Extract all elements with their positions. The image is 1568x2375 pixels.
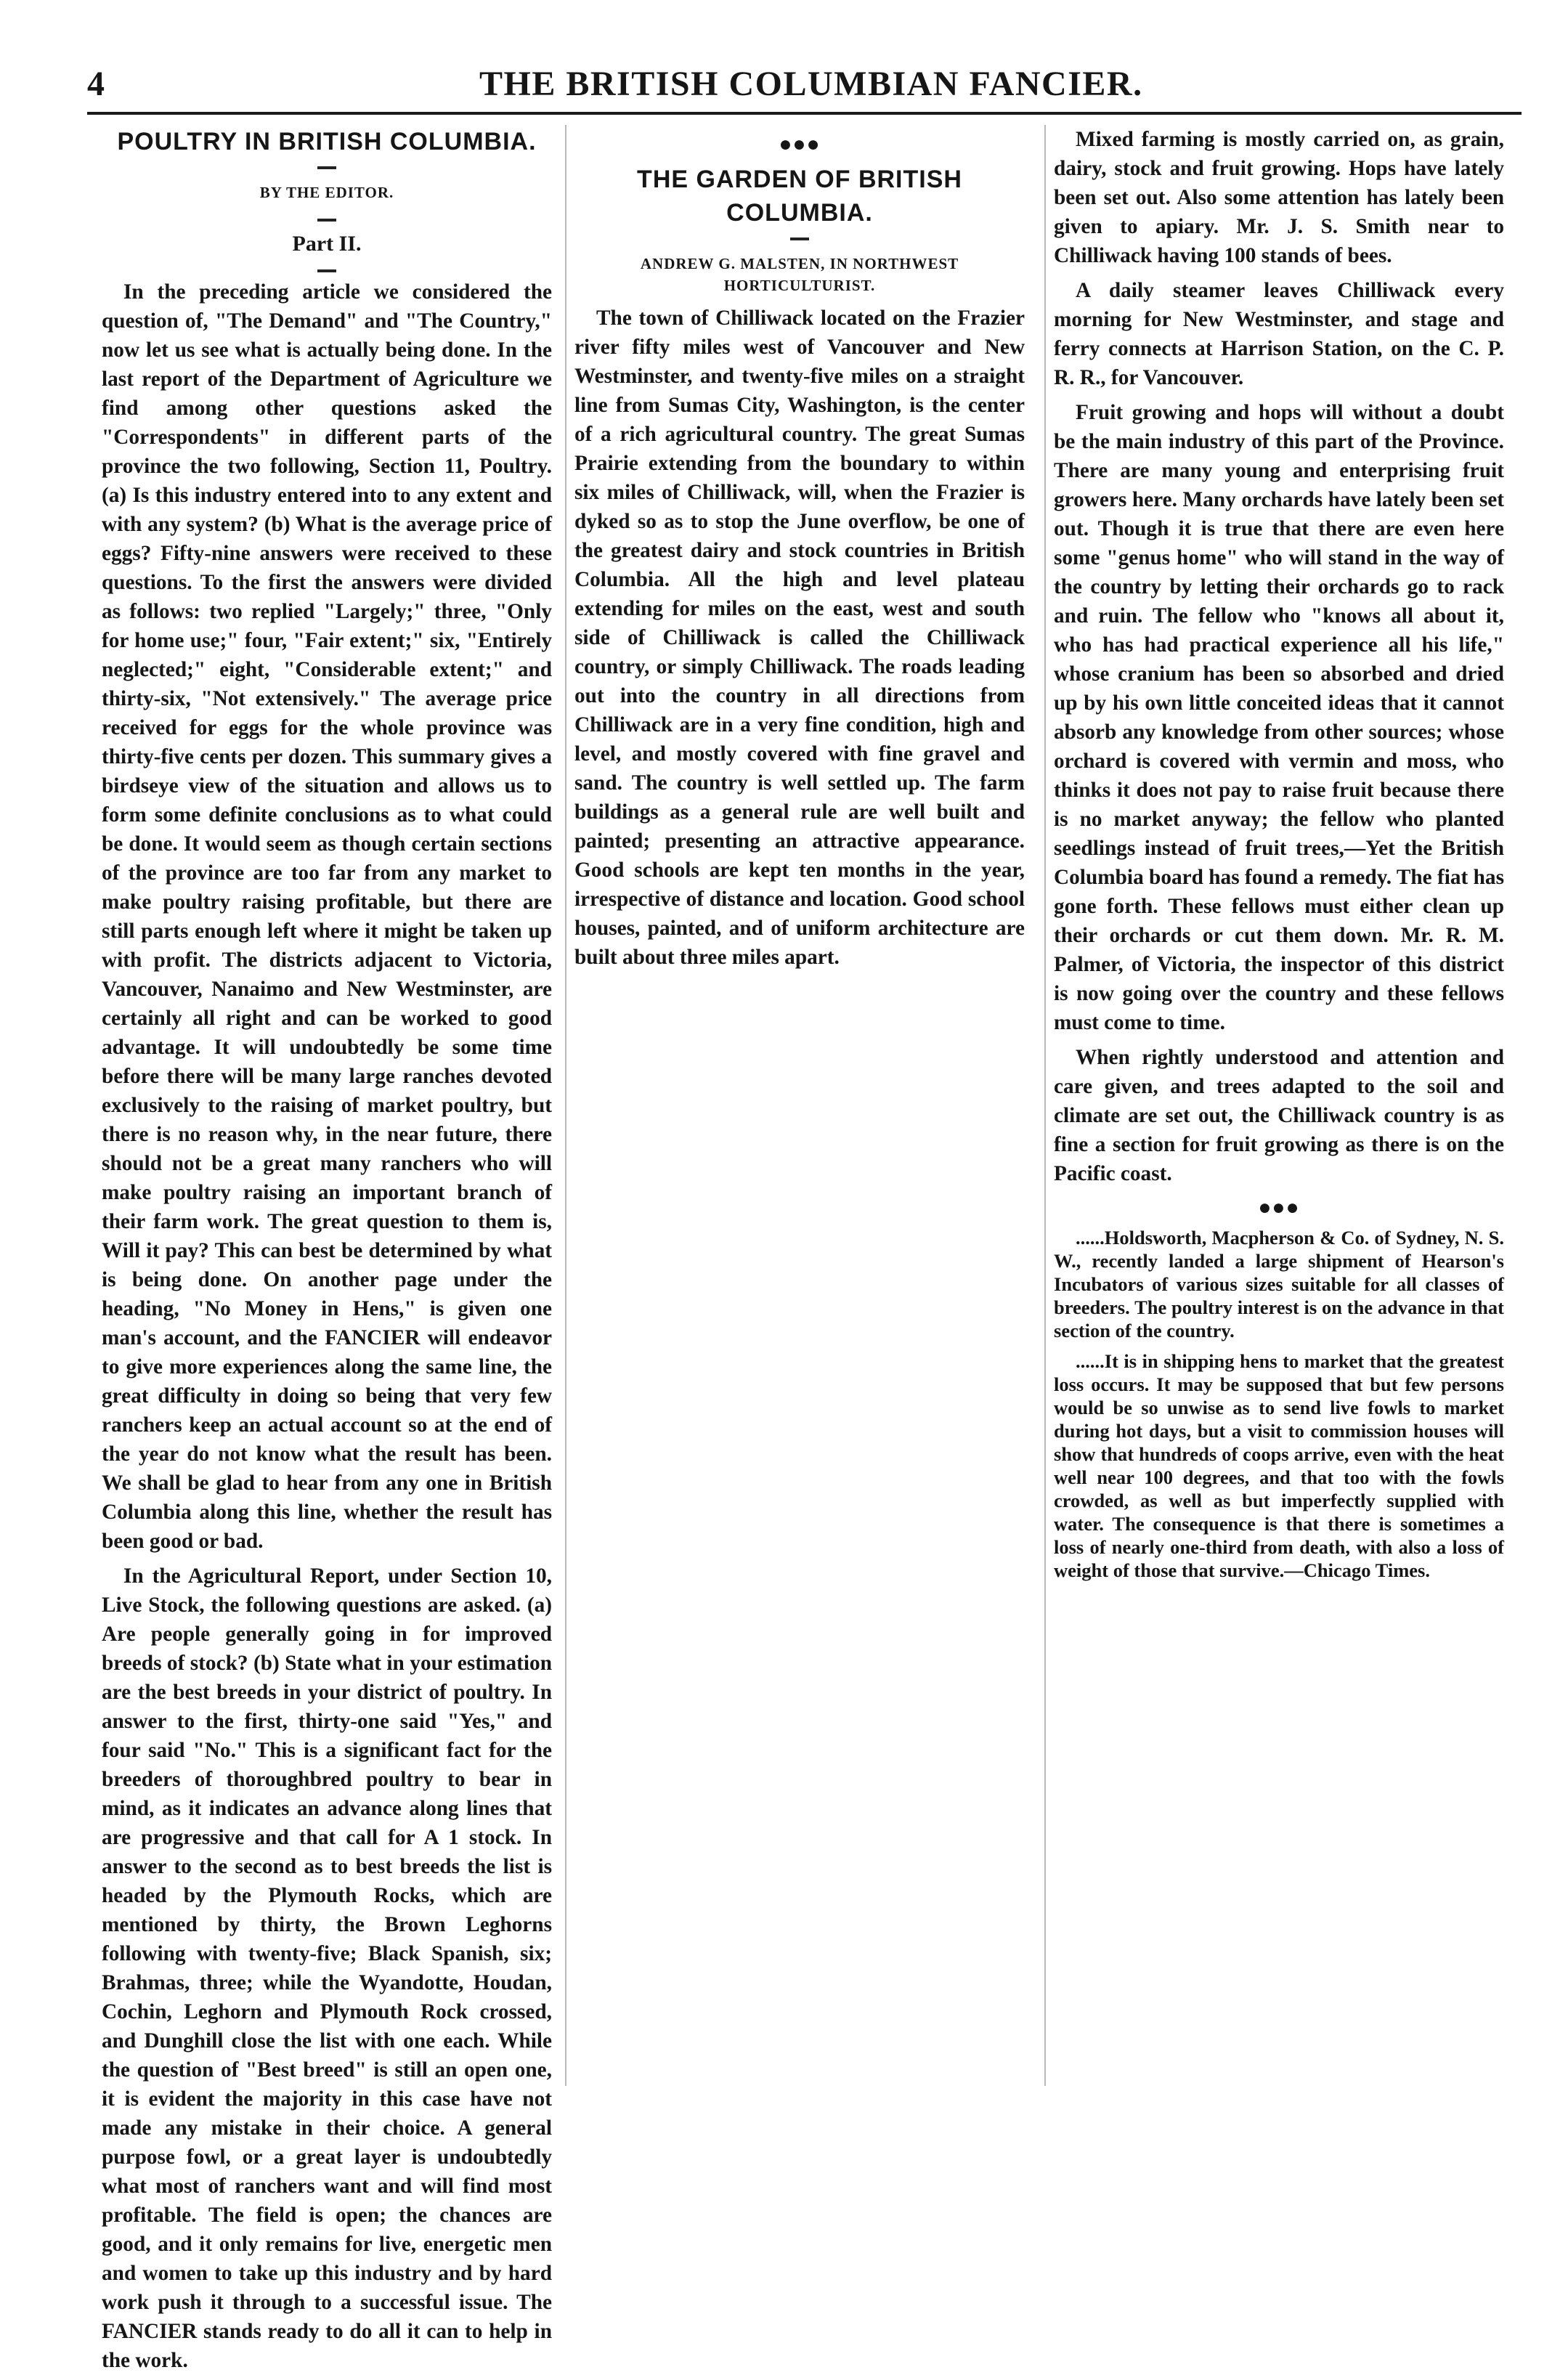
title-dash (102, 158, 552, 174)
article-paragraph: In the preceding article we considered the question of, "The Demand" and "The Country," now let us see what is actually being done. In the last report of the Department of Agriculture we find among other questions asked the "Correspondents" in different parts of the province the two following, Section 11, Poultry. (a) Is this industry entered into to any extent and with any system? (b) What is the average price of eggs? Fifty-nine answers were received to these questions. To the first the answers were divided as follows: two replied "Largely;" three, "Only for home use;" four, "Fair extent;" six, "Entirely neglected;" eight, "Considerable extent;" and thirty-six, "Not extensively." The average price received for eggs for the whole province was thirty-five cents per dozen. This summary gives a birdseye view of the situation and allows us to form some definite conclusions as to what could be done. It would seem as though certain sections of the province are too far from any market to make poultry raising profitable, but there are still parts enough left where it might be taken up with profit. The districts adjacent to Victoria, Vancouver, Nanaimo and New Westminster, are certainly all right and can be worked to good advantage. It will undoubtedly be some time before there will be many large ranches devoted exclusively to the raising of market poultry, but there is no reason why, in the near future, there should not be a great many ranchers who will make poultry raising an important branch of their farm work. The great question to them is, Will it pay? This can best be determined by what is being done. On another page under the heading, "No Money in Hens," is given one man's account, and the FANCIER will endeavor to give more experiences along the same line, the great difficulty in doing so being that very few ranchers keep an actual account so at the end of the year do not know what the result has been. We shall be glad to hear from any one in British Columbia along this line, whether the result has been good or bad. (102, 280, 552, 1553)
part-dash (102, 261, 552, 277)
header-rule (87, 112, 1522, 115)
article-title-garden: THE GARDEN OF BRITISH COLUMBIA. (637, 166, 962, 227)
publication-title: THE BRITISH COLUMBIAN FANCIER. (479, 65, 1143, 103)
article-paragraph: In the Agricultural Report, under Section 10, Live Stock, the following questions are asked. (a) Are people generally going in for improved breeds of stock? (b) State what in your estimation are the best breeds in your district of poultry. In answer to the first, thirty-one said "Yes," and four said "No." This is a significant fact for the breeders of thoroughbred poultry to bear in mind, as it indicates an advance along lines that are progressive and that call for A 1 stock. In answer to the second as to best breeds the list is headed by the Plymouth Rocks, which are mentioned by thirty, the Brown Leghorns following with twenty-five; Black Spanish, six; Brahmas, three; while the Wyandotte, Houdan, Cochin, Leghorn and Plymouth Rock crossed, and Dunghill close the list with one each. While the question of "Best breed" is still an open one, it is evident the majority in this case have not made any mistake in their choice. A general purpose fowl, or a great layer is undoubtedly what most of ranchers want and will find most profitable. The field is open; the chances are good, and it only remains for live, energetic men and women to take up this industry and by hard work push it through to a successful issue. The FANCIER stands ready to do all it can to help in the work. (102, 1564, 552, 2372)
article-paragraph: The town of Chilliwack located on the Frazier river fifty miles west of Vancouver and New Westminster, and twenty-five miles on a straight line from Sumas City, Washington, is the center of a rich agricultural country. The great Sumas Prairie extending from the boundary to within six miles of Chilliwack, will, when the Frazier is dyked so as to stop the June overflow, be one of the greatest dairy and stock countries in British Columbia. All the high and level plateau extending for miles on the east, west and south side of Chilliwack is called the Chilliwack country, or simply Chilliwack. The roads leading out into the country in all directions from Chilliwack are in a very fine condition, high and level, and mostly covered with fine gravel and sand. The country is well settled up. The farm buildings as a general rule are well built and painted; presenting an attractive appearance. Good schools are kept ten months in the year, irrespective of distance and location. Good school houses, painted, and of uniform architecture are built about three miles apart. (574, 306, 1025, 969)
column-right (1054, 125, 1504, 2100)
news-note: ......It is in shipping hens to market that the greatest loss occurs. It may be supposed that but few persons would be so unwise as to send live fowls to market during hot days, but a visit to commission houses will show that hundreds of coops arrive, even with the heat well near 100 degrees, and that too with the fowls crowded, as well as but imperfectly supplied with water. The consequence is that there is sometimes a loss of nearly one-third from death, with also a loss of weight of those that survive.—Chicago Times. (1054, 1350, 1504, 1581)
page-number: 4 (87, 65, 105, 103)
article-paragraph: When rightly understood and attention and care given, and trees adapted to the soil and climate are set out, the Chilliwack country is as fine a section for fruit growing as there is on the Pacific coast. (1054, 1046, 1504, 1185)
article-byline: BY THE EDITOR. (259, 184, 394, 201)
section-separator: ●●● (1258, 1195, 1300, 1219)
column-divider (1044, 125, 1046, 2086)
article-byline: ANDREW G. MALSTEN, IN NORTHWEST HORTICULTURIST. (640, 255, 959, 294)
title-dash (574, 230, 1025, 245)
column-divider (565, 125, 566, 2086)
article-paragraph: Fruit growing and hops will without a doubt be the main industry of this part of the Province. There are many young and enterprising fruit growers here. Many orchards have lately been set out. Though it is true that there are even here some "genus home" who will stand in the way of the country by letting their orchards go to rack and ruin. The fellow who "knows all about it, who has had practical experience all his life," whose cranium has been so absorbed and dried up by his own little conceited ideas that it cannot absorb any knowledge from other sources; whose orchard is covered with vermin and moss, who thinks it does not pay to raise fruit because there is no market anyway; the fellow who planted seedlings instead of fruit trees,—Yet the British Columbia board has found a remedy. The fiat has gone forth. These fellows must either clean up their orchards or cut them down. Mr. R. M. Palmer, of Victoria, the inspector of this district is now going over the country and these fellows must come to time. (1054, 401, 1504, 1034)
article-title-poultry: POULTRY IN BRITISH COLUMBIA. (117, 128, 537, 155)
column-middle (574, 125, 1025, 2100)
article-paragraph: Mixed farming is mostly carried on, as grain, dairy, stock and fruit growing. Hops have lately been set out. Also some attention has lately been given to apiary. Mr. J. S. Smith near to Chilliwack having 100 stands of bees. (1054, 128, 1504, 267)
column-left (102, 125, 552, 2372)
section-separator: ●●● (779, 132, 821, 156)
article-paragraph: A daily steamer leaves Chilliwack every morning for New Westminster, and stage and ferry connects at Harrison Station, on the C. P. R. R., for Vancouver. (1054, 279, 1504, 389)
page-header (0, 0, 1568, 123)
news-note: ......Holdsworth, Macpherson & Co. of Sydney, N. S. W., recently landed a large shipment of Hearson's Incubators of various sizes suitable for all classes of breeders. The poultry interest is on the advance in that section of the country. (1054, 1227, 1504, 1341)
byline-dash (102, 211, 552, 227)
part-label: Part II. (292, 232, 362, 256)
